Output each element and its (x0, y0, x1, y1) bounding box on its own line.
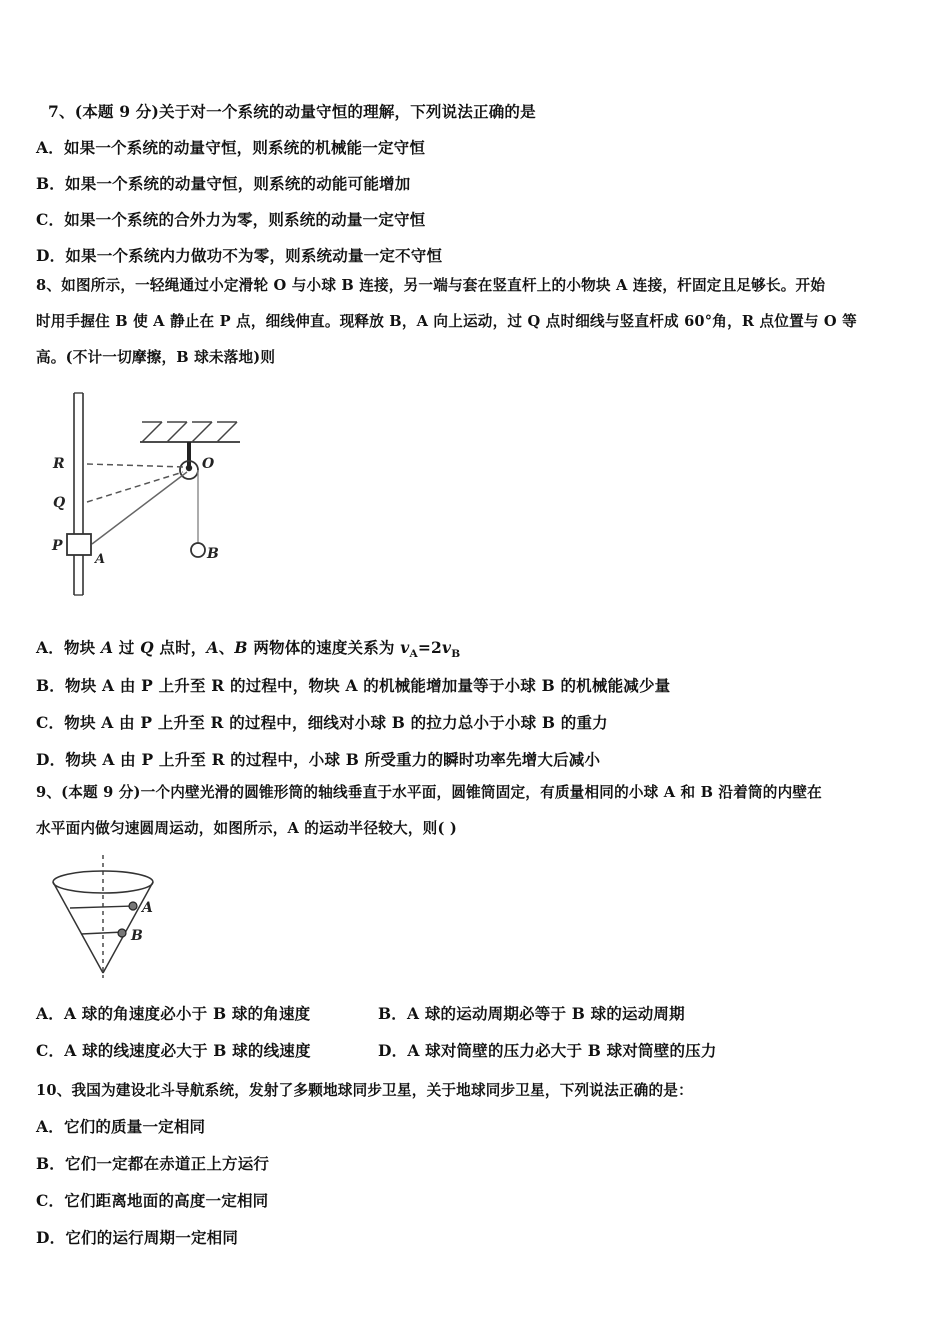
cone-label-b: B (131, 928, 143, 944)
q8-option-c[interactable] (36, 714, 608, 733)
q7-option-a[interactable] (36, 139, 425, 158)
q10-option-c[interactable] (36, 1192, 268, 1211)
q9-figure (40, 850, 210, 990)
q8-option-d-text: 物块 A 由 P 上升至 R 的过程中，小球 B 所受重力的瞬时功率先增大后减小 (65, 750, 601, 769)
q10-option-a[interactable] (36, 1118, 205, 1137)
ball-b (191, 543, 205, 557)
q10-stem-text: 我国为建设北斗导航系统，发射了多颗地球同步卫星，关于地球同步卫星，下列说法正确的是： (71, 1082, 693, 1099)
cone-diagram (40, 850, 210, 990)
q7-option-d[interactable] (36, 247, 442, 266)
orbit-line-a (70, 906, 133, 908)
ball-b (118, 929, 126, 937)
q9-option-d-text: A 球对筒壁的压力必大于 B 球对筒壁的压力 (407, 1041, 717, 1060)
q9-option-a[interactable] (36, 1005, 310, 1024)
q8-figure (50, 382, 280, 597)
q8-stem-line-3: 高。(不计一切摩擦，B 球未落地)则 (36, 349, 276, 366)
q7-stem (48, 103, 536, 122)
cone-left-side (53, 882, 103, 973)
cone-right-side (103, 882, 153, 973)
q7-option-c-text: 如果一个系统的合外力为零，则系统的动量一定守恒 (64, 210, 426, 229)
label-o: O (202, 456, 215, 472)
ball-a (129, 902, 137, 910)
label-a: A (95, 552, 106, 567)
pulley-rod-diagram (50, 382, 280, 597)
q8-number: 8、 (36, 277, 62, 294)
q8-option-a-letter: A． (36, 638, 64, 657)
q10-option-d[interactable] (36, 1229, 238, 1248)
q10-option-b-letter: B． (36, 1154, 66, 1173)
q8-option-c-text: 物块 A 由 P 上升至 R 的过程中，细线对小球 B 的拉力总小于小球 B 的重力 (64, 713, 608, 732)
q9-option-c-letter: C． (36, 1041, 65, 1060)
q9-stem-line-2: 水平面内做匀速圆周运动，如图所示，A 的运动半径较大，则( ) (36, 820, 457, 837)
q7-stem-text: (本题 9 分)关于对一个系统的动量守恒的理解，下列说法正确的是 (74, 102, 536, 121)
q8-option-c-letter: C． (36, 713, 65, 732)
q7-option-c-letter: C． (36, 210, 65, 229)
q8-option-d[interactable] (36, 751, 600, 770)
q8-option-a[interactable] (36, 639, 460, 661)
q8-option-b-text: 物块 A 由 P 上升至 R 的过程中，物块 A 的机械能增加量等于小球 B 的机械能减少量 (65, 676, 671, 695)
q8-stem-line-2: 时用手握住 B 使 A 静止在 P 点，细线伸直。现释放 B，A 向上运动，过 Q 点时细线与竖直杆成 60°角，R 点位置与 O 等 (36, 313, 857, 330)
q8-stem-line-1 (36, 277, 825, 295)
q8-option-b[interactable] (36, 677, 670, 696)
block-a (67, 534, 91, 555)
dashed-line-q-o (87, 472, 183, 502)
ceiling-hatch-3 (192, 422, 212, 442)
q8-stem-text-1: 如图所示，一轻绳通过小定滑轮 O 与小球 B 连接，另一端与套在竖直杆上的小物块 A 连接，杆固定且足够长。开始 (61, 277, 826, 294)
q9-number: 9、 (36, 784, 62, 801)
q9-option-b-letter: B． (378, 1004, 408, 1023)
q8-option-b-letter: B． (36, 676, 66, 695)
ceiling-hatch-2 (167, 422, 187, 442)
q7-option-b-text: 如果一个系统的动量守恒，则系统的动能可能增加 (65, 174, 411, 193)
q10-stem (36, 1082, 693, 1100)
label-p: P (52, 538, 63, 554)
q10-option-d-text: 它们的运行周期一定相同 (65, 1228, 239, 1247)
pulley-axle (186, 465, 192, 471)
q7-number: 7、 (48, 102, 75, 121)
q9-option-a-text: A 球的角速度必小于 B 球的角速度 (63, 1004, 311, 1023)
q10-option-b-text: 它们一定都在赤道正上方运行 (65, 1154, 270, 1173)
q9-option-c-text: A 球的线速度必大于 B 球的线速度 (64, 1041, 311, 1060)
label-b: B (207, 546, 219, 562)
cone-label-a: A (142, 900, 153, 916)
q7-option-a-text: 如果一个系统的动量守恒，则系统的机械能一定守恒 (63, 138, 426, 157)
label-r: R (53, 456, 65, 472)
q9-option-b-text: A 球的运动周期必等于 B 球的运动周期 (407, 1004, 685, 1023)
label-q: Q (53, 495, 66, 511)
q10-number: 10、 (36, 1082, 72, 1099)
q9-option-d[interactable] (378, 1042, 717, 1061)
q8-option-a-text: 物块 A 过 Q 点时，A、B 两物体的速度关系为 $v_A=2v_B$ (63, 638, 461, 661)
q9-option-d-letter: D． (378, 1041, 408, 1060)
q7-option-a-letter: A． (36, 138, 64, 157)
q9-option-a-letter: A． (36, 1004, 64, 1023)
q9-option-b[interactable] (378, 1005, 685, 1024)
q10-option-c-letter: C． (36, 1191, 65, 1210)
ceiling-hatch-1 (142, 422, 162, 442)
q9-stem-line-1 (36, 784, 822, 802)
ceiling-hatch-4 (217, 422, 237, 442)
q7-option-b[interactable] (36, 175, 410, 194)
q7-option-c[interactable] (36, 211, 425, 230)
q10-option-a-letter: A． (36, 1117, 64, 1136)
q10-option-a-text: 它们的质量一定相同 (63, 1117, 206, 1136)
q7-option-d-text: 如果一个系统内力做功不为零，则系统动量一定不守恒 (65, 246, 443, 265)
q10-option-b[interactable] (36, 1155, 269, 1174)
q9-option-c[interactable] (36, 1042, 311, 1061)
q7-option-d-letter: D． (36, 246, 66, 265)
q10-option-c-text: 它们距离地面的高度一定相同 (64, 1191, 269, 1210)
q10-option-d-letter: D． (36, 1228, 66, 1247)
q7-option-b-letter: B． (36, 174, 66, 193)
dashed-line-r-o (87, 464, 183, 467)
q8-option-d-letter: D． (36, 750, 66, 769)
rope-to-block (92, 472, 187, 544)
q9-stem-text-1: (本题 9 分)一个内壁光滑的圆锥形筒的轴线垂直于水平面，圆锥筒固定，有质量相同的小球 A 和 B 沿着筒的内壁在 (61, 784, 822, 801)
